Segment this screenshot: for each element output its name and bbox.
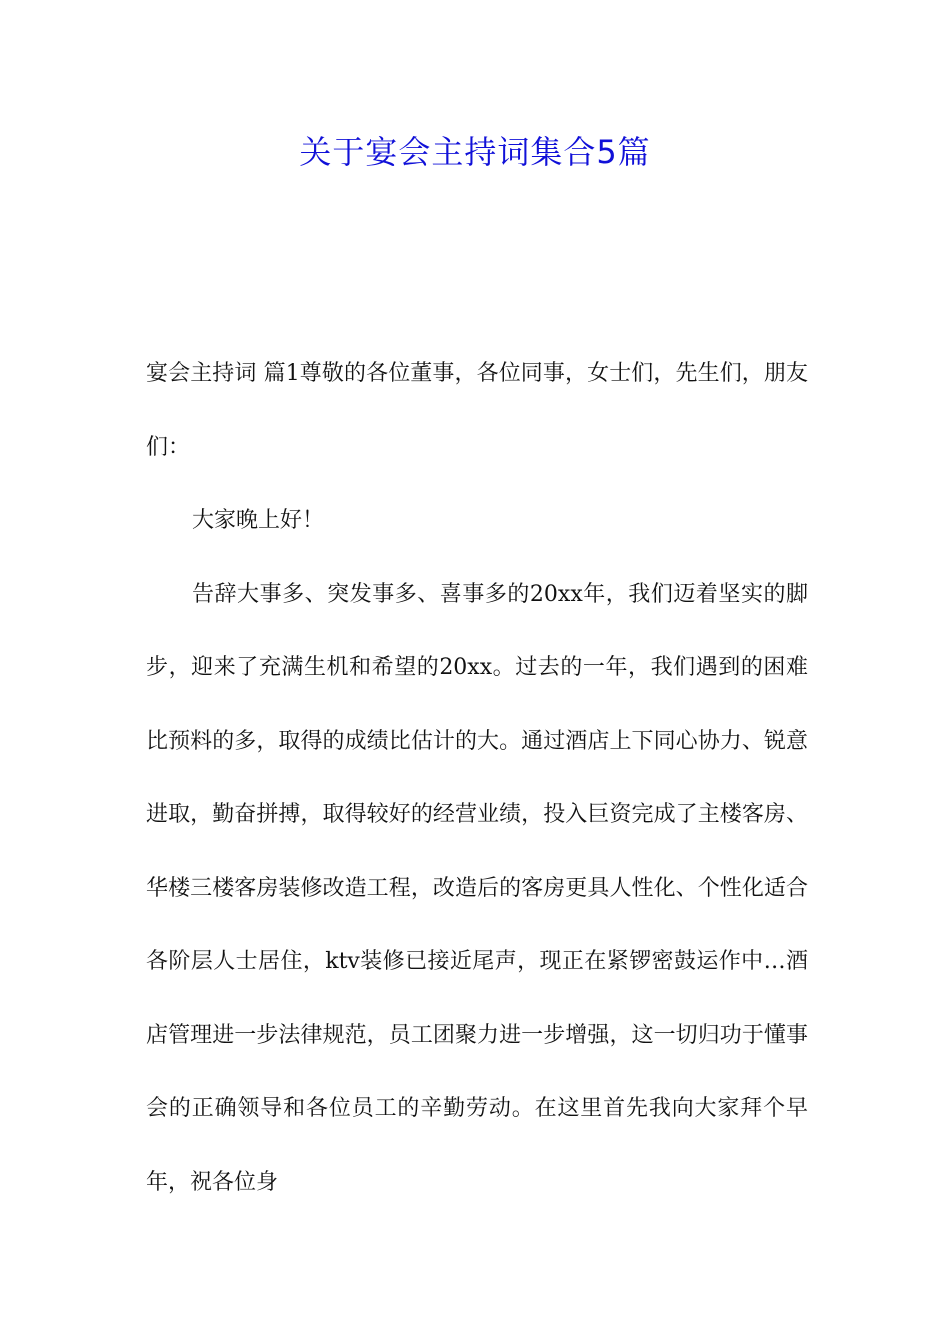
paragraph-main: 告辞大事多、突发事多、喜事多的20xx年，我们迈着坚实的脚步，迎来了充满生机和希望的20xx。过去的一年，我们遇到的困难比预料的多，取得的成绩比估计的大。通过酒店上下同心协力、锐意进取，勤奋拼搏，取得较好的经营业绩，投入巨资完成了主楼客房、华楼三楼客房装修改造工程，改造后的客房更具人性化、个性化适合各阶层人士居住，ktv装修已接近尾声，现正在紧锣密鼓运作中…酒店管理进一步法律规范，员工团聚力进一步增强，这一切归功于懂事会的正确领导和各位员工的辛勤劳动。在这里首先我向大家拜个早年，祝各位身 [146,581,808,1195]
paragraph-good-evening: 大家晚上好！ [192,508,325,533]
paragraph-greeting: 宴会主持词 篇1尊敬的各位董事，各位同事，女士们，先生们，朋友们： [146,361,808,460]
document-body [146,337,808,1219]
document-title: 关于宴会主持词集合5篇 [299,133,651,171]
